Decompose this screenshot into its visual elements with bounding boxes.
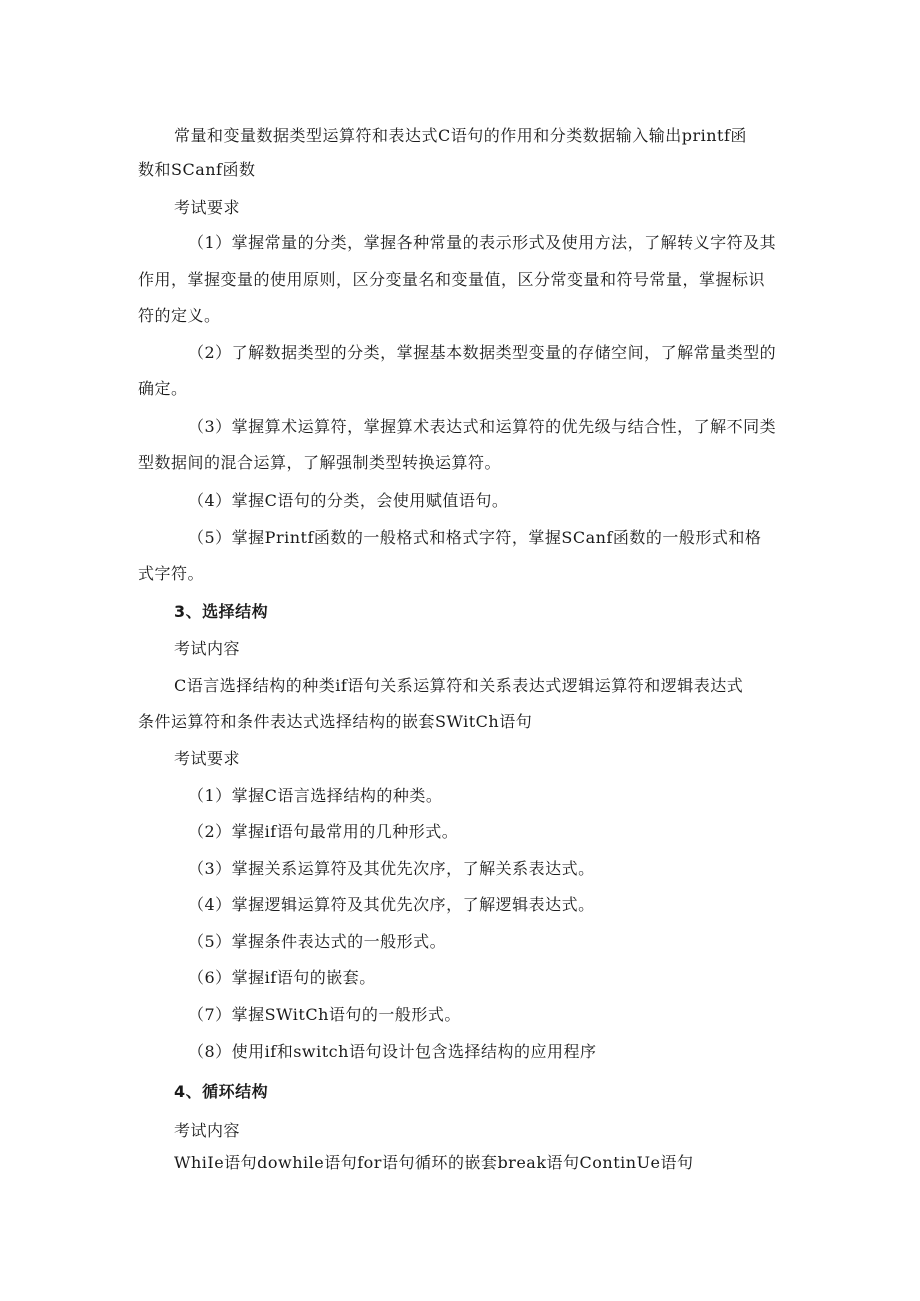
content-line: C语言选择结构的种类if语句关系运算符和关系表达式逻辑运算符和逻辑表达式	[174, 676, 744, 695]
content-line: 数和SCanf函数	[138, 160, 256, 179]
requirement-line: 式字符。	[138, 564, 205, 583]
requirement-line: （6）掌握if语句的嵌套。	[188, 968, 376, 987]
content-heading: 考试内容	[174, 1121, 241, 1140]
requirements-heading: 考试要求	[174, 198, 241, 217]
requirement-line: （3）掌握关系运算符及其优先次序，了解关系表达式。	[188, 859, 595, 878]
requirement-line: （5）掌握Printf函数的一般格式和格式字符，掌握SCanf函数的一般形式和格	[188, 528, 762, 547]
section-title: 3、选择结构	[174, 602, 269, 621]
requirement-line: （8）使用if和switch语句设计包含选择结构的应用程序	[188, 1042, 597, 1061]
section-title: 4、循环结构	[174, 1082, 269, 1101]
content-line: 条件运算符和条件表达式选择结构的嵌套SWitCh语句	[138, 712, 533, 731]
requirement-line: 符的定义。	[138, 306, 221, 325]
requirement-line: （1）掌握常量的分类，掌握各种常量的表示形式及使用方法，了解转义字符及其	[188, 233, 777, 252]
requirement-line: （4）掌握逻辑运算符及其优先次序，了解逻辑表达式。	[188, 895, 595, 914]
requirement-line: （7）掌握SWitCh语句的一般形式。	[188, 1005, 461, 1024]
content-heading: 考试内容	[174, 639, 241, 658]
requirement-line: （4）掌握C语句的分类，会使用赋值语句。	[188, 491, 509, 510]
requirement-line: （5）掌握条件表达式的一般形式。	[188, 932, 447, 951]
content-line: 常量和变量数据类型运算符和表达式C语句的作用和分类数据输入输出printf函	[174, 126, 747, 145]
requirement-line: （3）掌握算术运算符，掌握算术表达式和运算符的优先级与结合性，了解不同类	[188, 417, 777, 436]
requirements-heading: 考试要求	[174, 749, 241, 768]
requirement-line: 型数据间的混合运算，了解强制类型转换运算符。	[138, 453, 502, 472]
requirement-line: （1）掌握C语言选择结构的种类。	[188, 786, 443, 805]
content-line: WhiIe语句dowhile语句for语句循环的嵌套break语句ContinUe语句	[174, 1153, 694, 1172]
requirement-line: （2）了解数据类型的分类，掌握基本数据类型变量的存储空间，了解常量类型的	[188, 343, 777, 362]
requirement-line: （2）掌握if语句最常用的几种形式。	[188, 822, 459, 841]
requirement-line: 确定。	[138, 379, 188, 398]
requirement-line: 作用，掌握变量的使用原则，区分变量名和变量值，区分常变量和符号常量，掌握标识	[138, 270, 766, 289]
